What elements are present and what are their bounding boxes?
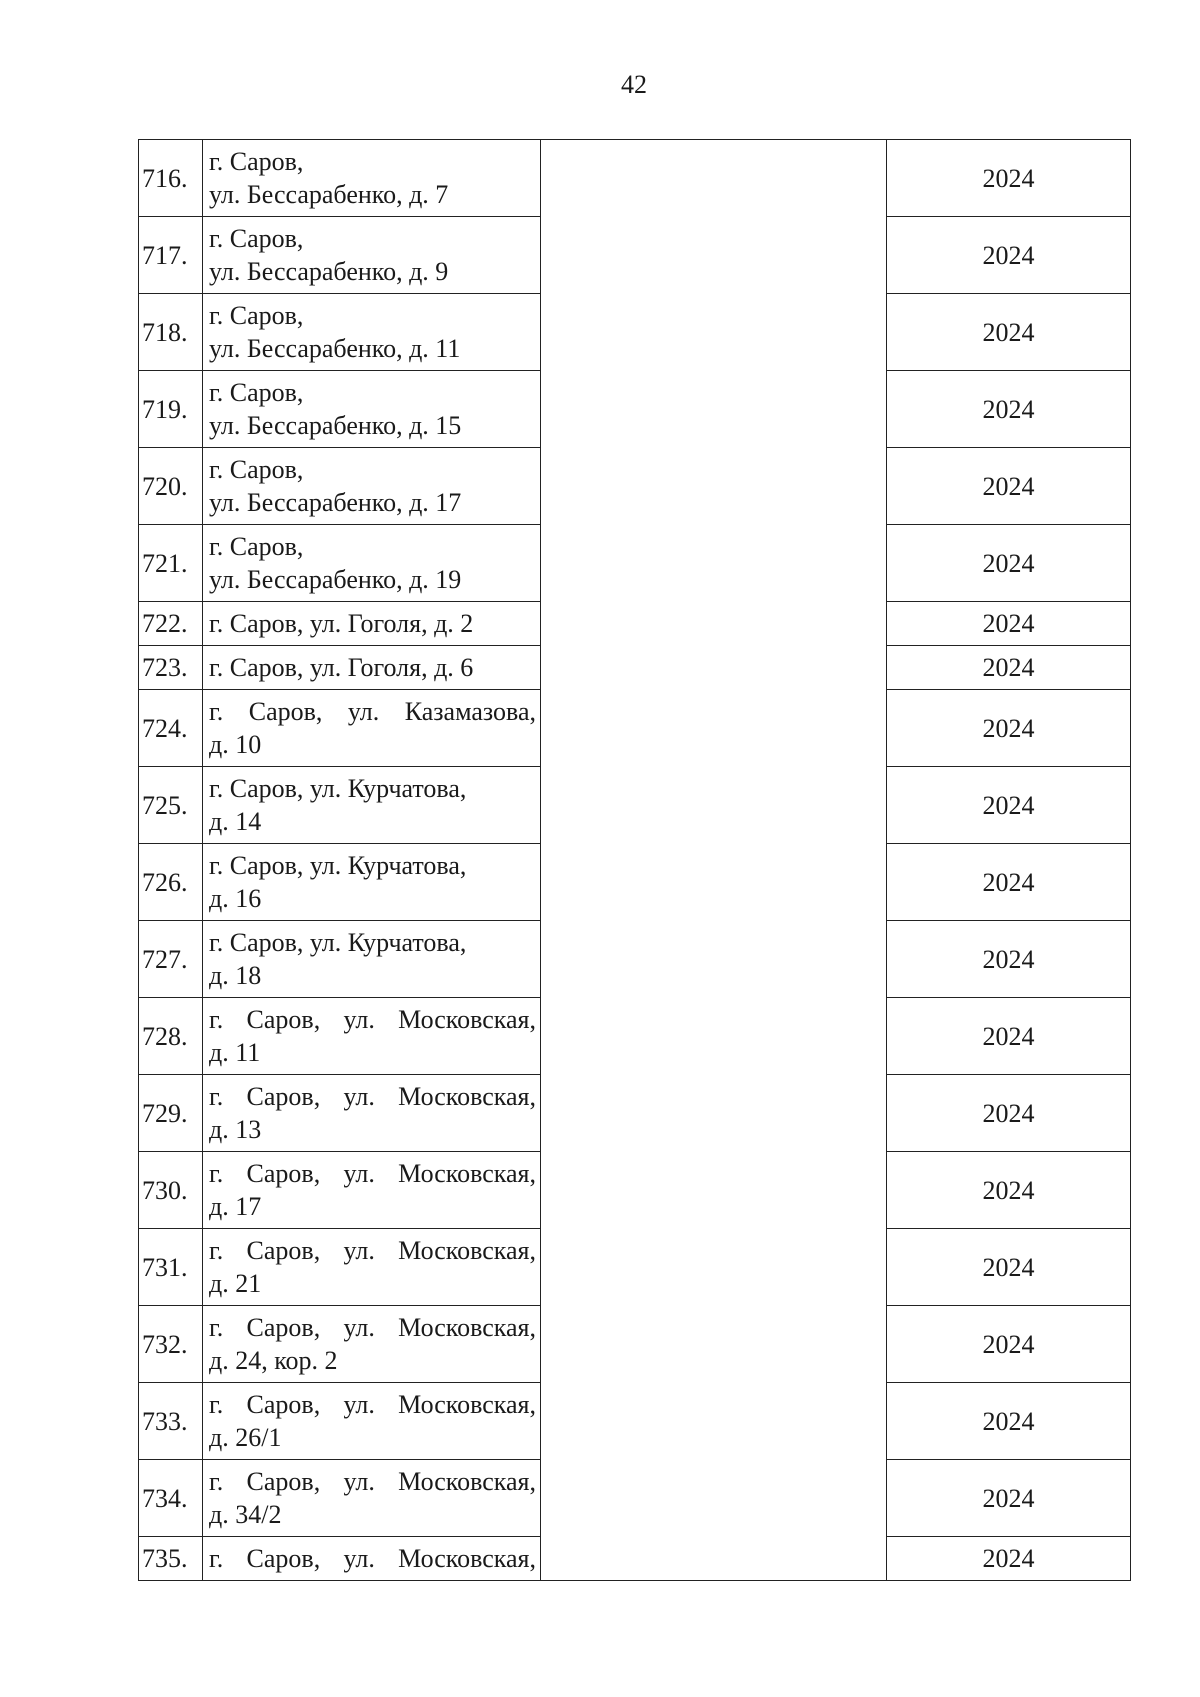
- address-line-1: г. Саров, ул. Московская,: [209, 1313, 536, 1342]
- year-cell: 2024: [887, 921, 1131, 998]
- row-number: 729.: [139, 1075, 203, 1152]
- address-cell: [203, 844, 541, 921]
- address-line-1: г. Саров, ул. Гоголя, д. 2: [209, 609, 474, 638]
- address-cell: [203, 448, 541, 525]
- row-number: 733.: [139, 1383, 203, 1460]
- address-line-1: г. Саров, ул. Московская,: [209, 1236, 536, 1265]
- year-cell: 2024: [887, 690, 1131, 767]
- address-cell: [203, 525, 541, 602]
- address-line-1: г. Саров, ул. Курчатова,: [209, 851, 467, 880]
- year-cell: 2024: [887, 525, 1131, 602]
- address-line-2: д. 13: [209, 1115, 262, 1144]
- year-cell: 2024: [887, 1306, 1131, 1383]
- row-number: 732.: [139, 1306, 203, 1383]
- row-number: 725.: [139, 767, 203, 844]
- address-line-1: г. Саров,: [209, 378, 304, 407]
- address-line-2: д. 26/1: [209, 1423, 282, 1452]
- year-cell: 2024: [887, 1075, 1131, 1152]
- address-cell: [203, 646, 541, 690]
- table-body: [139, 140, 1131, 1581]
- year-cell: 2024: [887, 448, 1131, 525]
- address-line-2: д. 11: [209, 1038, 261, 1067]
- year-cell: 2024: [887, 294, 1131, 371]
- address-line-1: г. Саров, ул. Московская,: [209, 1005, 536, 1034]
- address-line-1: г. Саров,: [209, 301, 304, 330]
- address-line-2: д. 14: [209, 807, 262, 836]
- address-line-2: д. 18: [209, 961, 262, 990]
- address-cell: [203, 217, 541, 294]
- row-number: 718.: [139, 294, 203, 371]
- address-table: [138, 139, 1131, 1581]
- year-cell: 2024: [887, 646, 1131, 690]
- row-number: 721.: [139, 525, 203, 602]
- year-cell: 2024: [887, 1229, 1131, 1306]
- page-number: 42: [621, 70, 647, 99]
- address-line-2: д. 34/2: [209, 1500, 282, 1529]
- address-cell: [203, 602, 541, 646]
- address-line-2: д. 24, кор. 2: [209, 1346, 338, 1375]
- year-cell: 2024: [887, 602, 1131, 646]
- row-number: 735.: [139, 1537, 203, 1581]
- year-cell: 2024: [887, 844, 1131, 921]
- year-cell: 2024: [887, 767, 1131, 844]
- address-cell: [203, 140, 541, 217]
- address-line-2: д. 21: [209, 1269, 262, 1298]
- address-line-1: г. Саров, ул. Московская,: [209, 1159, 536, 1188]
- row-number: 722.: [139, 602, 203, 646]
- year-cell: 2024: [887, 140, 1131, 217]
- address-line-1: г. Саров, ул. Московская,: [209, 1467, 536, 1496]
- table-row: [139, 140, 1131, 217]
- address-cell: [203, 1537, 541, 1581]
- year-cell: 2024: [887, 1152, 1131, 1229]
- address-line-1: г. Саров, ул. Московская,: [209, 1390, 536, 1419]
- row-number: 723.: [139, 646, 203, 690]
- address-line-1: г. Саров, ул. Гоголя, д. 6: [209, 653, 474, 682]
- address-line-2: ул. Бессарабенко, д. 19: [209, 565, 462, 594]
- address-line-1: г. Саров, ул. Московская,: [209, 1544, 536, 1573]
- address-line-2: ул. Бессарабенко, д. 7: [209, 180, 449, 209]
- address-cell: [203, 998, 541, 1075]
- address-cell: [203, 1152, 541, 1229]
- address-line-2: ул. Бессарабенко, д. 11: [209, 334, 461, 363]
- row-number: 734.: [139, 1460, 203, 1537]
- row-number: 717.: [139, 217, 203, 294]
- address-cell: [203, 921, 541, 998]
- address-line-1: г. Саров, ул. Московская,: [209, 1082, 536, 1111]
- address-line-2: д. 10: [209, 730, 262, 759]
- year-cell: 2024: [887, 1383, 1131, 1460]
- row-number: 719.: [139, 371, 203, 448]
- row-number: 731.: [139, 1229, 203, 1306]
- row-number: 730.: [139, 1152, 203, 1229]
- address-cell: [203, 1383, 541, 1460]
- address-cell: [203, 690, 541, 767]
- address-line-2: ул. Бессарабенко, д. 17: [209, 488, 462, 517]
- address-line-2: ул. Бессарабенко, д. 9: [209, 257, 449, 286]
- address-cell: [203, 1229, 541, 1306]
- address-cell: [203, 1075, 541, 1152]
- address-cell: [203, 1460, 541, 1537]
- address-line-1: г. Саров, ул. Курчатова,: [209, 928, 467, 957]
- year-cell: 2024: [887, 217, 1131, 294]
- year-cell: 2024: [887, 1460, 1131, 1537]
- address-line-1: г. Саров, ул. Курчатова,: [209, 774, 467, 803]
- address-cell: [203, 294, 541, 371]
- row-number: 728.: [139, 998, 203, 1075]
- year-cell: 2024: [887, 1537, 1131, 1581]
- address-line-2: д. 17: [209, 1192, 262, 1221]
- address-cell: [203, 1306, 541, 1383]
- year-cell: 2024: [887, 998, 1131, 1075]
- address-line-1: г. Саров,: [209, 224, 304, 253]
- row-number: 726.: [139, 844, 203, 921]
- row-number: 724.: [139, 690, 203, 767]
- address-line-2: ул. Бессарабенко, д. 15: [209, 411, 462, 440]
- address-line-1: г. Саров, ул. Казамазова,: [209, 697, 536, 726]
- row-number: 716.: [139, 140, 203, 217]
- address-line-2: д. 16: [209, 884, 262, 913]
- address-line-1: г. Саров,: [209, 147, 304, 176]
- row-number: 720.: [139, 448, 203, 525]
- year-cell: 2024: [887, 371, 1131, 448]
- address-cell: [203, 767, 541, 844]
- empty-merged-cell: [541, 140, 887, 1581]
- address-line-1: г. Саров,: [209, 455, 304, 484]
- row-number: 727.: [139, 921, 203, 998]
- address-cell: [203, 371, 541, 448]
- address-line-1: г. Саров,: [209, 532, 304, 561]
